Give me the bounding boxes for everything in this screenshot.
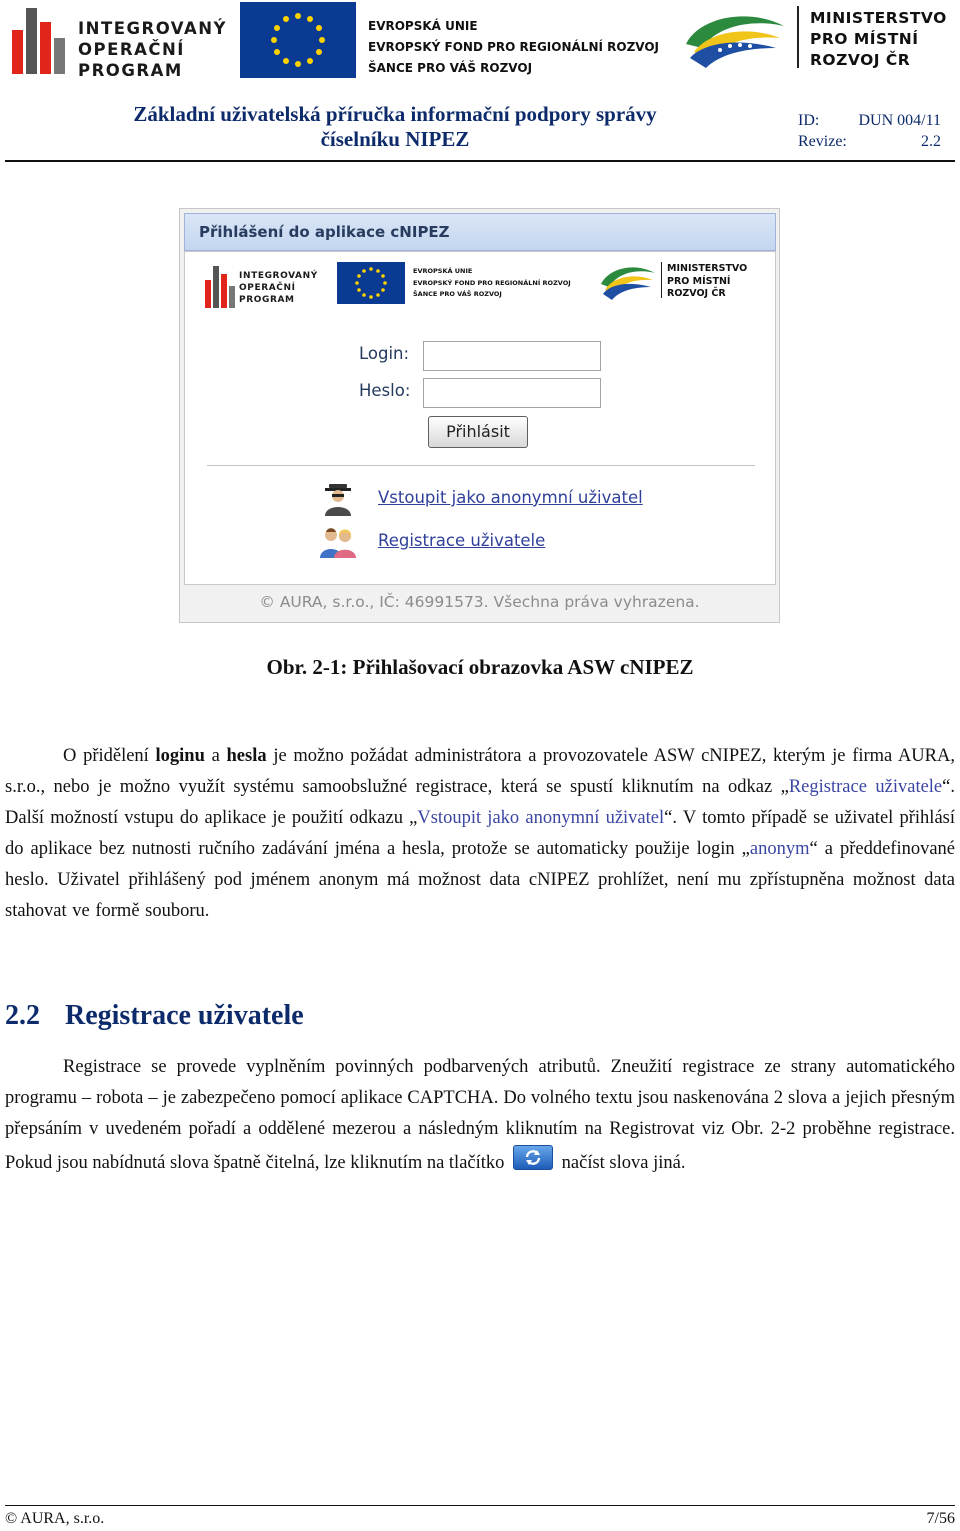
iop-logo-text bbox=[78, 18, 227, 81]
mini-iop-text bbox=[239, 270, 318, 306]
paragraph-login-info: O přidělení loginu a hesla je možno požádat administrátora a provozovatele ASW cNIPEZ, kterým je firma AURA, s.r.o., nebo je možno využít systému samoobslužné registrace, která se spustí kliknutím na odkaz „Registrace uživatele“. Další možností vstupu do aplikace je použití odkazu „Vstoupit jako anonymní uživatel“. V tomto případě se uživatel přihlásí do aplikace bez nutnosti ručního zadávání jména a hesla, protože se automaticky použije login „anonym“ a předdefinované heslo. Uživatel přihlášený pod jménem anonym má možnost data cNIPEZ prohlížet, není mu zpřístupněna možnost data stahovat ve formě souboru. bbox=[5, 746, 955, 921]
eu-line-3: ŠANCE PRO VÁŠ ROZVOJ bbox=[368, 61, 533, 75]
login-button[interactable]: Přihlásit bbox=[428, 416, 528, 448]
id-label: ID: bbox=[798, 112, 820, 129]
mini-eu-line-2: EVROPSKÝ FOND PRO REGIONÁLNÍ ROZVOJ bbox=[413, 278, 571, 287]
section-heading bbox=[5, 1000, 304, 1032]
iop-bars-icon bbox=[12, 8, 72, 74]
mini-iop-line-3: PROGRAM bbox=[239, 295, 295, 305]
anonymous-user-icon[interactable] bbox=[319, 480, 357, 516]
mini-mmr-emblem-icon bbox=[597, 262, 659, 302]
iop-line-3: PROGRAM bbox=[78, 61, 183, 80]
document-header bbox=[5, 102, 955, 162]
iop-logo bbox=[8, 0, 227, 80]
mini-eu-flag-icon bbox=[337, 262, 405, 304]
figure-caption: Obr. 2-1: Přihlašovací obrazovka ASW cNIPEZ bbox=[266, 655, 694, 679]
mmr-line-3: ROZVOJ ČR bbox=[810, 51, 911, 69]
iop-line-2: OPERAČNÍ bbox=[78, 40, 185, 59]
mini-iop-logo bbox=[203, 262, 323, 312]
footer-page-number: 7/56 bbox=[926, 1510, 955, 1527]
login-screenshot bbox=[179, 208, 780, 623]
mini-mmr-text bbox=[667, 263, 747, 301]
document-title-line-1: Základní uživatelská příručka informační podpory správy bbox=[133, 102, 657, 126]
register-users-icon[interactable] bbox=[319, 524, 357, 560]
mini-iop-bars-icon bbox=[205, 266, 235, 308]
mini-eu-line-3: ŠANCE PRO VÁŠ ROZVOJ bbox=[413, 290, 502, 298]
footer-rule bbox=[5, 1505, 955, 1506]
mmr-line-1: MINISTERSTVO bbox=[810, 9, 947, 27]
header-rule bbox=[5, 160, 955, 162]
section-title: Registrace uživatele bbox=[65, 1000, 304, 1031]
mini-eu-line-1: EVROPSKÁ UNIE bbox=[413, 267, 473, 275]
mini-mmr-line-1: MINISTERSTVO bbox=[667, 263, 748, 274]
eu-logo-text bbox=[368, 16, 659, 79]
login-panel bbox=[184, 251, 776, 585]
password-label: Heslo: bbox=[359, 381, 411, 400]
mini-eu-text bbox=[413, 266, 571, 301]
mmr-emblem-icon bbox=[680, 8, 792, 72]
revision-label: Revize: bbox=[798, 133, 847, 150]
login-label: Login: bbox=[359, 344, 410, 363]
register-user-link[interactable]: Registrace uživatele bbox=[378, 531, 546, 550]
document-title-line-2: číselníku NIPEZ bbox=[320, 127, 470, 151]
document-meta bbox=[798, 110, 941, 152]
footer-company: © AURA, s.r.o. bbox=[5, 1510, 105, 1527]
login-input[interactable] bbox=[423, 341, 601, 371]
anonymous-login-link[interactable]: Vstoupit jako anonymní uživatel bbox=[378, 488, 643, 507]
password-input[interactable] bbox=[423, 378, 601, 408]
eu-line-2: EVROPSKÝ FOND PRO REGIONÁLNÍ ROZVOJ bbox=[368, 40, 660, 54]
logo-banner bbox=[0, 0, 960, 80]
section-number: 2.2 bbox=[5, 1000, 40, 1031]
ref-anonym-login: anonym bbox=[749, 839, 810, 859]
ref-register-link: Registrace uživatele bbox=[788, 777, 943, 797]
mmr-divider bbox=[797, 6, 799, 68]
paragraph-registration: Registrace se provede vyplněním povinných podbarvených atributů. Zneužití registrace ze strany automatického programu – robota – je zabezpečeno pomocí aplikace CAPTCHA. Do volného textu jsou naskenována 2 slova a jejich přesným přepsáním v uvedeném pořadí a oddělené mezerou a následným kliknutím na Registrovat viz Obr. 2-2 proběhne registrace. Pokud jsou nabídnutá slova špatně čitelná, lze kliknutím na tlačítko načíst slova jiná. bbox=[5, 1057, 955, 1173]
mini-mmr-line-3: ROZVOJ ČR bbox=[667, 288, 726, 299]
refresh-captcha-icon bbox=[513, 1145, 553, 1170]
term-login: loginu bbox=[155, 746, 205, 766]
mini-iop-line-1: INTEGROVANÝ bbox=[239, 271, 318, 281]
eu-line-1: EVROPSKÁ UNIE bbox=[368, 19, 478, 33]
ref-anonymous-link: Vstoupit jako anonymní uživatel bbox=[417, 808, 665, 828]
revision-value: 2.2 bbox=[921, 133, 941, 150]
mini-mmr-line-2: PRO MÍSTNÍ bbox=[667, 275, 731, 287]
iop-line-1: INTEGROVANÝ bbox=[78, 19, 227, 38]
document-title bbox=[5, 102, 785, 152]
login-panel-divider bbox=[207, 465, 755, 466]
mmr-line-2: PRO MÍSTNÍ bbox=[810, 30, 919, 48]
login-window-title: Přihlášení do aplikace cNIPEZ bbox=[199, 223, 450, 241]
term-password: hesla bbox=[226, 746, 267, 766]
mini-iop-line-2: OPERAČNÍ bbox=[239, 283, 296, 293]
login-window-titlebar bbox=[184, 213, 776, 251]
mmr-logo-text bbox=[810, 8, 947, 71]
eu-flag-icon bbox=[240, 2, 356, 78]
id-value: DUN 004/11 bbox=[858, 112, 941, 129]
mini-mmr-divider bbox=[661, 262, 662, 298]
login-footer-copyright: © AURA, s.r.o., IČ: 46991573. Všechna práva vyhrazena. bbox=[259, 593, 700, 611]
